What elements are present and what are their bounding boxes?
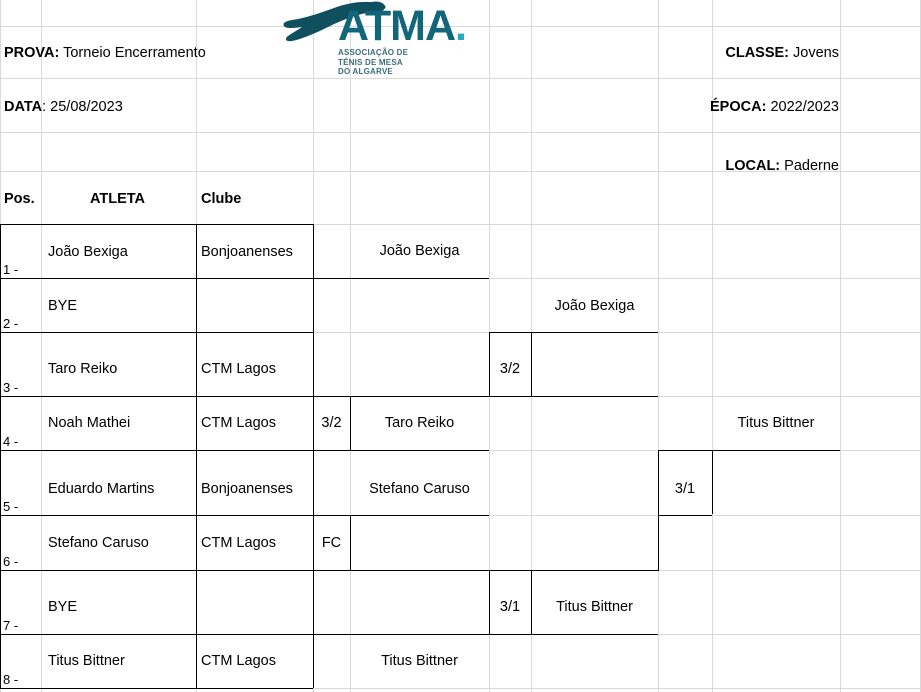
local-field xyxy=(725,158,839,174)
round2-winner: João Bexiga xyxy=(379,243,460,259)
bracket-connector xyxy=(531,332,532,396)
data-value: : 25/08/2023 xyxy=(42,99,123,115)
classe-label: CLASSE: xyxy=(725,45,790,61)
bracket-connector xyxy=(313,515,489,516)
bracket-connector xyxy=(658,515,712,516)
round2-winner: Taro Reiko xyxy=(384,415,455,431)
bracket-connector xyxy=(489,570,658,571)
seed-position: 6 - xyxy=(3,554,19,569)
prova-value: Torneio Encerramento xyxy=(63,45,206,61)
match-score: 3/1 xyxy=(674,481,696,497)
column-header-atleta: ATLETA xyxy=(90,191,146,207)
logo-wordmark: ATMA. xyxy=(338,2,466,50)
bracket-connector xyxy=(489,634,658,635)
bracket-connector xyxy=(712,450,713,514)
bracket-line xyxy=(0,278,313,279)
column-header-pos: Pos. xyxy=(4,191,35,207)
classe-field xyxy=(725,45,839,61)
bracket-connector xyxy=(313,450,489,451)
round3-winner: Titus Bittner xyxy=(556,599,633,615)
athlete-name: Titus Bittner xyxy=(48,653,125,669)
bracket-line xyxy=(0,570,313,571)
match-score: 3/2 xyxy=(321,415,342,431)
logo-subtitle-line-1: ASSOCIAÇÃO DE xyxy=(338,48,409,57)
athlete-club: CTM Lagos xyxy=(201,535,276,551)
tournament-winner: Titus Bittner xyxy=(737,415,815,431)
prova-label: PROVA: xyxy=(4,45,60,61)
bracket-line xyxy=(0,224,1,688)
seed-position: 1 - xyxy=(3,262,19,277)
round3-winner: João Bexiga xyxy=(554,298,635,314)
local-label: LOCAL: xyxy=(725,158,781,174)
athlete-name: Stefano Caruso xyxy=(48,535,149,551)
bracket-line xyxy=(0,396,313,397)
bracket-connector xyxy=(313,634,489,635)
bracket-connector xyxy=(489,396,658,397)
logo-subtitle-line-2: TÉNIS DE MESA xyxy=(338,57,403,67)
athlete-name: Taro Reiko xyxy=(48,361,118,377)
athlete-name: BYE xyxy=(48,298,78,314)
bracket-line xyxy=(0,515,313,516)
bracket-dotted-line xyxy=(196,278,197,332)
bracket-connector xyxy=(313,634,314,688)
bracket-connector xyxy=(313,278,314,332)
athlete-club: Bonjoanenses xyxy=(201,244,293,260)
bracket-connector xyxy=(489,332,658,333)
athlete-name: Noah Mathei xyxy=(48,415,131,431)
athlete-club: Bonjoanenses xyxy=(201,481,293,497)
bracket-connector xyxy=(313,278,489,279)
gridline xyxy=(840,0,841,692)
seed-position: 3 - xyxy=(3,380,19,395)
match-score: FC xyxy=(321,535,342,551)
seed-position: 7 - xyxy=(3,618,19,633)
seed-position: 5 - xyxy=(3,499,19,514)
bracket-dotted-line xyxy=(196,570,197,634)
gridline xyxy=(0,132,921,133)
prova-field xyxy=(4,45,206,61)
seed-position: 2 - xyxy=(3,316,19,331)
bracket-connector xyxy=(313,570,489,571)
bracket-line xyxy=(0,688,313,689)
bracket-line xyxy=(0,450,313,451)
athlete-club: CTM Lagos xyxy=(201,415,276,431)
match-score: 3/2 xyxy=(499,361,521,377)
round2-winner: Stefano Caruso xyxy=(369,481,470,497)
athlete-name: Eduardo Martins xyxy=(48,481,155,497)
data-field xyxy=(4,99,123,115)
epoca-label: ÉPOCA: xyxy=(710,99,767,115)
column-header-clube: Clube xyxy=(201,191,242,207)
logo-subtitle xyxy=(338,48,408,77)
classe-value: Jovens xyxy=(793,45,839,61)
match-score: 3/1 xyxy=(499,599,521,615)
data-label: DATA xyxy=(4,99,43,115)
bracket-line xyxy=(0,224,313,225)
athlete-name: BYE xyxy=(48,599,78,615)
gridline xyxy=(658,0,659,692)
bracket-connector xyxy=(350,515,351,570)
athlete-club: CTM Lagos xyxy=(201,361,276,377)
atma-logo xyxy=(280,0,505,82)
local-value: Paderne xyxy=(784,158,839,174)
bracket-connector xyxy=(658,450,840,451)
bracket-connector xyxy=(658,570,659,571)
logo-subtitle-line-3: DO ALGARVE xyxy=(338,67,393,76)
round2-winner: Titus Bittner xyxy=(381,653,458,669)
bracket-line xyxy=(0,634,313,635)
bracket-connector xyxy=(658,450,659,570)
athlete-name: João Bexiga xyxy=(48,244,128,260)
bracket-line xyxy=(0,332,313,333)
epoca-field xyxy=(710,99,839,115)
seed-position: 8 - xyxy=(3,672,19,687)
epoca-value: 2022/2023 xyxy=(770,99,839,115)
bracket-dotted-line xyxy=(313,570,314,634)
gridline xyxy=(350,0,351,692)
athlete-club: CTM Lagos xyxy=(201,653,276,669)
bracket-connector xyxy=(313,396,489,397)
seed-position: 4 - xyxy=(3,434,19,449)
